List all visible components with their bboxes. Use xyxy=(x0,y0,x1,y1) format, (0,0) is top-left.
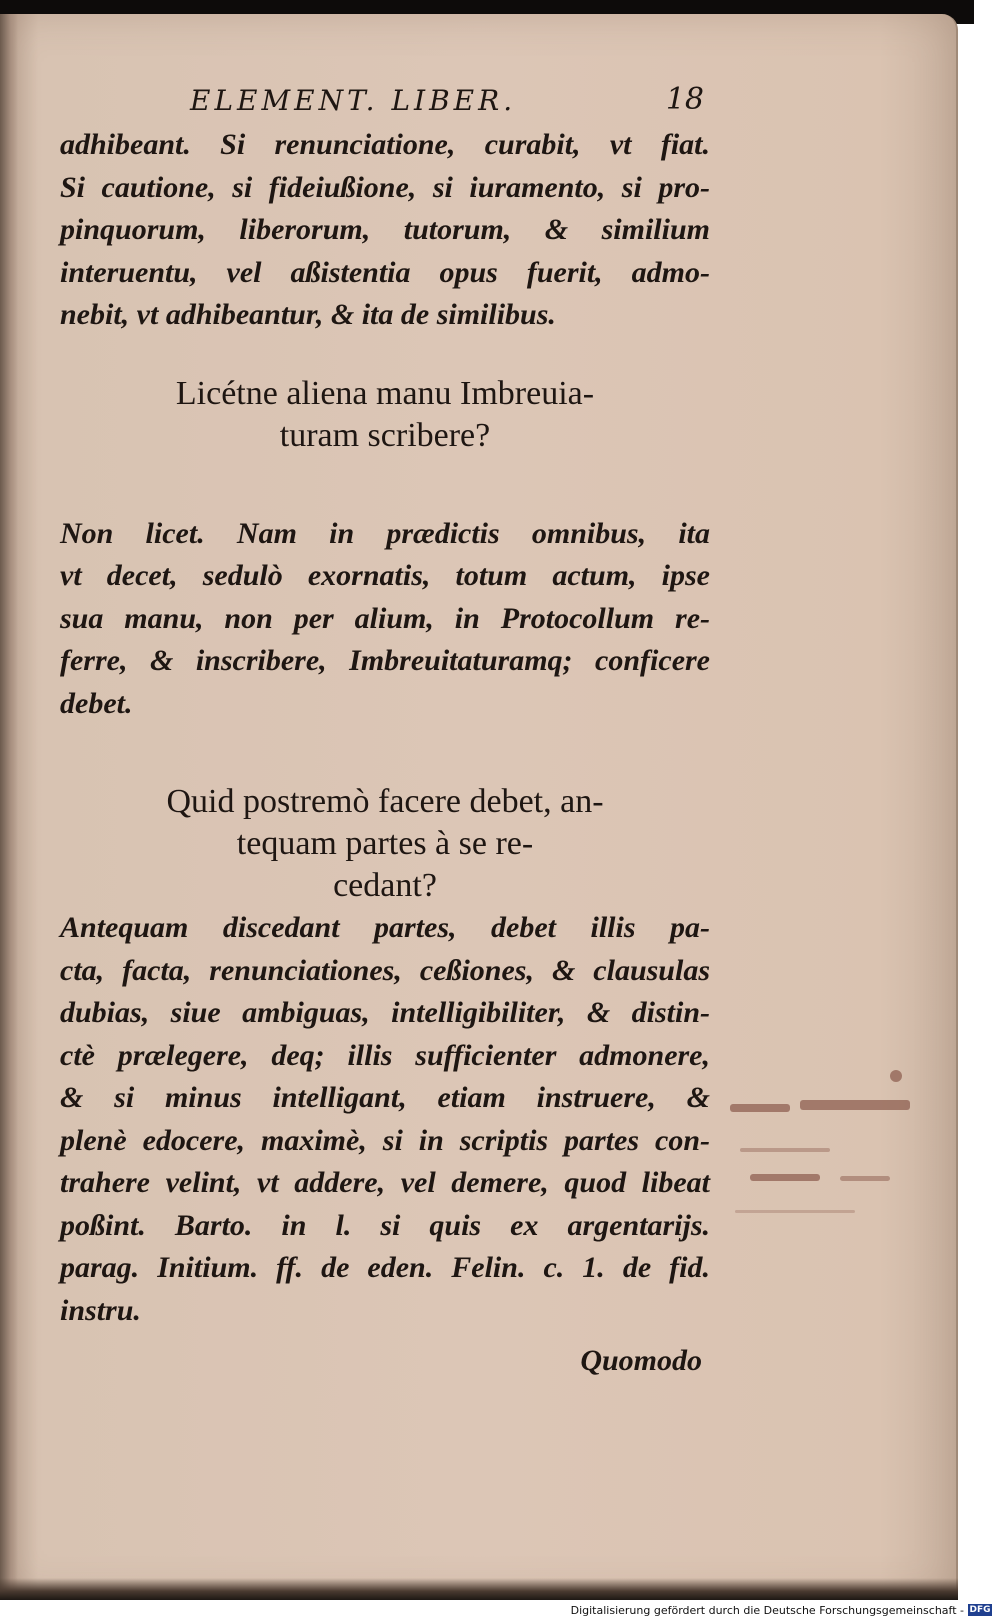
text-line: sua manu, non per alium, in Protocollum re- xyxy=(60,601,710,635)
heading-line: Quid postremò facere debet, an- xyxy=(166,783,604,820)
dfg-logo: DFG xyxy=(969,1605,991,1615)
page-bottom-edge xyxy=(0,1578,958,1600)
text-line: Non licet. Nam in prædictis omnibus, ita xyxy=(60,516,710,550)
text-line: interuentu, vel aßistentia opus fuerit, admo- xyxy=(60,255,710,289)
text-line: nebit, vt adhibeantur, & ita de similibus. xyxy=(60,298,556,331)
running-title: ELEMENT. LIBER. xyxy=(190,84,517,117)
catchword: Quomodo xyxy=(580,1344,702,1377)
text-line: trahere velint, vt addere, vel demere, quod libeat xyxy=(60,1166,710,1199)
text-line: Si cautione, si fideiußione, si iuramento, si pro- xyxy=(60,170,710,204)
text-line: ctè prælegere, deq; illis sufficienter admonere, xyxy=(60,1038,710,1072)
heading-line: Licétne aliena manu Imbreuia- xyxy=(175,374,595,412)
text-line: adhibeant. Si renunciatione, curabit, vt fiat. xyxy=(60,128,710,161)
footer-credit: Digitalisierung gefördert durch die Deutsche Forschungsgemeinschaft - xyxy=(570,1604,964,1617)
faded-marginal-annotation xyxy=(730,1060,950,1220)
text-line: & si minus intelligant, etiam instruere, & xyxy=(60,1081,710,1114)
text-line: ferre, & inscribere, Imbreuitaturamq; conficere xyxy=(60,644,710,677)
page-gutter-shadow xyxy=(0,14,18,1598)
digitization-footer xyxy=(0,1600,1000,1620)
text-line: dubias, siue ambiguas, intelligibiliter, & distin- xyxy=(60,996,710,1029)
section-heading-2 xyxy=(60,781,710,907)
text-line: poßint. Barto. in l. si quis ex argentarijs. xyxy=(60,1208,710,1242)
running-header xyxy=(60,78,710,124)
text-line: pinquorum, liberorum, tutorum, & similium xyxy=(60,213,710,246)
text-line: plenè edocere, maximè, si in scriptis partes con- xyxy=(60,1123,710,1157)
paragraph-2 xyxy=(60,513,710,726)
heading-line: turam scribere? xyxy=(279,416,491,454)
text-line: parag. Initium. ff. de eden. Felin. c. 1. de fid. xyxy=(60,1251,710,1284)
text-line: Antequam discedant partes, debet illis pa- xyxy=(60,911,710,944)
page-text-block xyxy=(60,78,710,1378)
heading-line: tequam partes à se re- xyxy=(236,825,534,862)
text-line: debet. xyxy=(60,686,133,720)
text-line: vt decet, sedulò exornatis, totum actum, ipse xyxy=(60,559,710,592)
paragraph-3 xyxy=(60,907,710,1332)
scan-right-margin xyxy=(974,0,1000,1600)
text-line: instru. xyxy=(60,1293,141,1327)
page-number: 18 xyxy=(665,82,704,117)
text-line: cta, facta, renunciationes, ceßiones, & clausulas xyxy=(60,953,710,987)
section-heading-1 xyxy=(60,373,710,457)
paragraph-1 xyxy=(60,124,710,337)
heading-line: cedant? xyxy=(333,867,437,904)
